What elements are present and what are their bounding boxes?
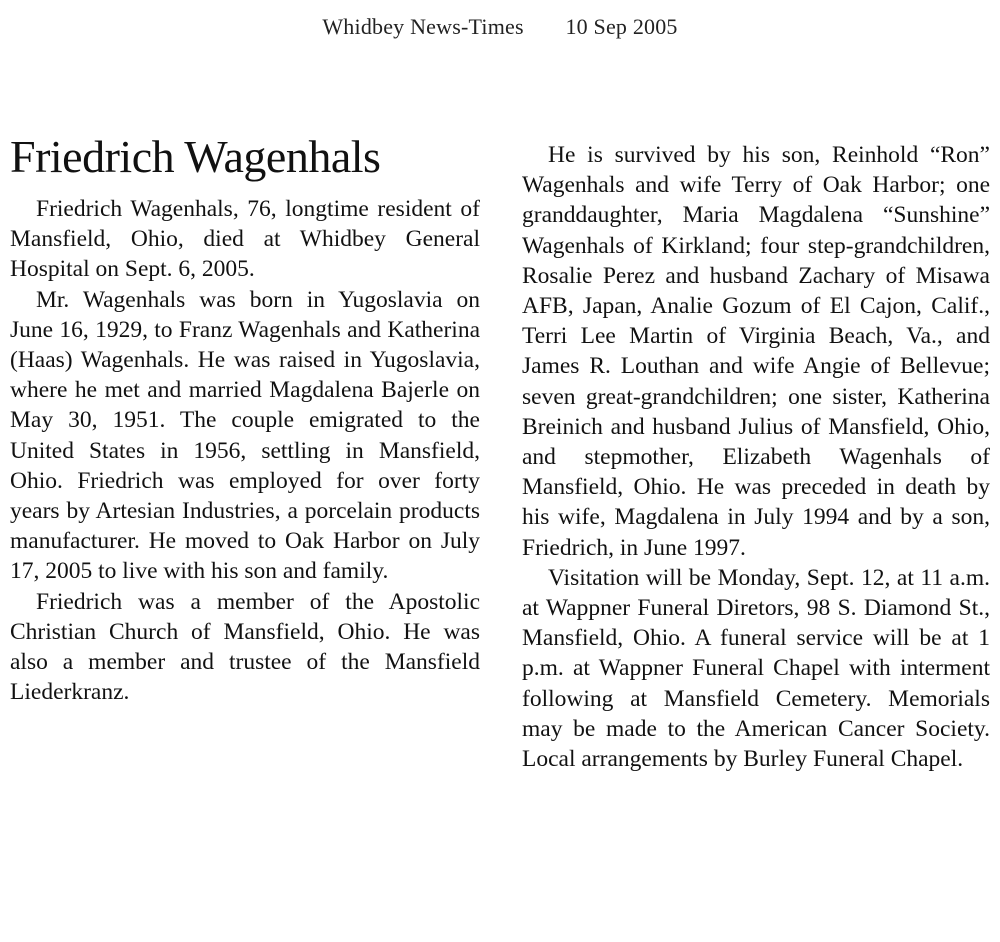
obituary-headline: Friedrich Wagenhals — [10, 131, 381, 182]
paragraph-survivors: He is survived by his son, Reinhold “Ron” Wagenhals and wife Terry of Oak Harbor; one granddaughter, Maria Magdalena “Sunshine” Wagenhals of Kirkland; four step-grandchildren, Rosalie Perez and husband Zachary of Misawa AFB, Japan, Analie Gozum of El Cajon, Calif., Terri Lee Martin of Virginia Beach, Va., and James R. Louthan and wife Angie of Bellevue; seven great-grandchildren; one sister, Katherina Breinich and husband Julius of Mansfield, Ohio, and stepmother, Elizabeth Wagenhals of Mansfield, Ohio. He was preceded in death by his wife, Magdalena in July 1994 and by a son, Friedrich, in June 1997. — [522, 142, 990, 561]
paragraph-services: Visitation will be Monday, Sept. 12, at 11 a.m. at Wappner Funeral Diretors, 98 S. Diamond St., Mansfield, Ohio. A funeral service will be at 1 p.m. at Wappner Funeral Chapel with interment following at Mansfield Cemetery. Memorials may be made to the American Cancer Society. Local arrangements by Burley Funeral Chapel. — [522, 564, 990, 773]
left-column — [10, 130, 480, 707]
publication-name: Whidbey News-Times — [322, 14, 524, 39]
masthead — [0, 14, 1000, 40]
publication-date: 10 Sep 2005 — [565, 14, 678, 39]
paragraph-biography: Mr. Wagenhals was born in Yugoslavia on June 16, 1929, to Franz Wagenhals and Katherina (Haas) Wagenhals. He was raised in Yugoslavia, where he met and married Magdalena Bajerle on May 30, 1951. The couple emigrated to the United States in 1956, settling in Mansfield, Ohio. Friedrich was employed for over forty years by Artesian Industries, a porcelain products manufacturer. He moved to Oak Harbor on July 17, 2005 to live with his son and family. — [10, 286, 480, 585]
paragraph-intro: Friedrich Wagenhals, 76, longtime resident of Mansfield, Ohio, died at Whidbey General Hospital on Sept. 6, 2005. — [10, 196, 480, 283]
right-column — [522, 140, 990, 774]
paragraph-memberships: Friedrich was a member of the Apostolic Christian Church of Mansfield, Ohio. He was also a member and trustee of the Mansfield Liederkranz. — [10, 588, 480, 706]
